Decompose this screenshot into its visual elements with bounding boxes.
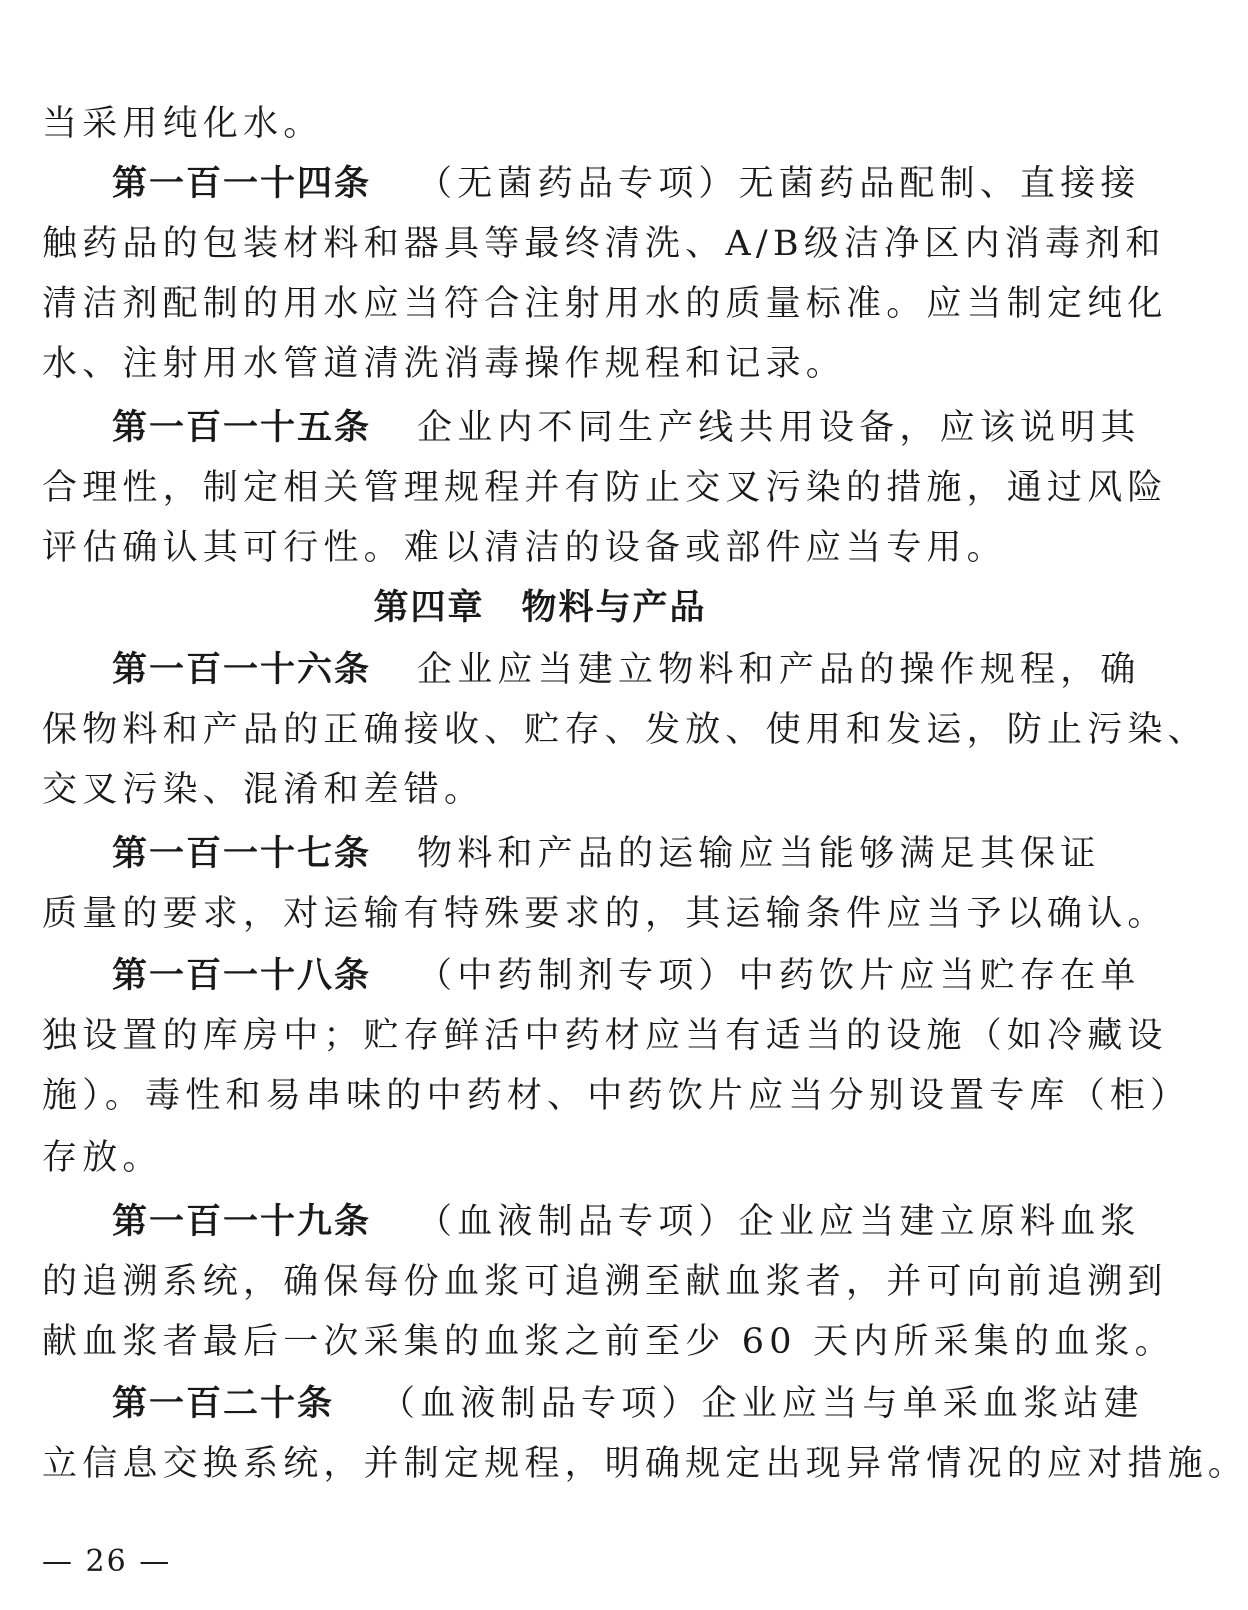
text-line (42, 1132, 1032, 1184)
line-text: 保物料和产品的正确接收、贮存、发放、使用和发运，防止污染、 (42, 710, 1208, 750)
line-text: 触药品的包装材料和器具等最终清洗、A/B级洁净区内消毒剂和 (42, 224, 1166, 264)
line-text: 独设置的库房中；贮存鲜活中药材应当有适当的设施（如冷藏设 (42, 1016, 1168, 1056)
line-text: 的追溯系统，确保每份血浆可追溯至献血浆者，并可向前追溯到 (42, 1262, 1168, 1302)
article-number: 第一百一十八条 (112, 956, 372, 996)
text-line (42, 522, 1032, 574)
line-text: 物料和产品的运输应当能够满足其保证 (417, 834, 1101, 874)
text-line (42, 704, 1208, 756)
article-number: 第一百一十四条 (112, 164, 372, 204)
article-115-heading-line (112, 402, 1141, 454)
article-114-heading-line (112, 158, 1141, 210)
text-line (42, 1316, 1175, 1368)
line-text: 清洁剂配制的用水应当符合注射用水的质量标准。应当制定纯化 (42, 284, 1168, 324)
page-number: — 26 — (42, 1544, 172, 1579)
text-line (42, 278, 1168, 330)
text-line (42, 1256, 1168, 1308)
line-text: 评估确认其可行性。难以清洁的设备或部件应当专用。 (42, 528, 1007, 568)
line-text: 献血浆者最后一次采集的血浆之前至少 60 天内所采集的血浆。 (42, 1322, 1175, 1362)
text-line (42, 338, 1032, 390)
text-line (42, 1010, 1168, 1062)
line-text: （血液制品专项）企业应当与单采血浆站建 (380, 1384, 1144, 1424)
text-line (42, 218, 1166, 270)
article-117-heading-line (112, 828, 1101, 880)
line-text: 当采用纯化水。 (42, 104, 324, 144)
line-text: 水、注射用水管道清洗消毒操作规程和记录。 (42, 344, 847, 384)
line-text: 企业内不同生产线共用设备，应该说明其 (417, 408, 1141, 448)
line-text: 企业应当建立物料和产品的操作规程，确 (417, 650, 1141, 690)
line-text: 合理性，制定相关管理规程并有防止交叉污染的措施，通过风险 (42, 468, 1168, 508)
article-120-heading-line (112, 1378, 1144, 1430)
text-line (42, 888, 1168, 940)
article-119-heading-line (112, 1196, 1141, 1248)
article-number: 第一百一十六条 (112, 650, 372, 690)
line-text: 交叉污染、混淆和差错。 (42, 770, 485, 810)
line-text: 立信息交换系统，并制定规程，明确规定出现异常情况的应对措施。 (42, 1444, 1248, 1484)
line-text: （血液制品专项）企业应当建立原料血浆 (417, 1202, 1141, 1242)
line-text: （无菌药品专项）无菌药品配制、直接接 (417, 164, 1141, 204)
article-118-heading-line (112, 950, 1141, 1002)
article-number: 第一百一十九条 (112, 1202, 372, 1242)
line-text: 施）。毒性和易串味的中药材、中药饮片应当分别设置专库（柜） (42, 1076, 1191, 1116)
chapter-title: 第四章 物料与产品 (373, 588, 707, 628)
line-text: （中药制剂专项）中药饮片应当贮存在单 (417, 956, 1141, 996)
line-text: 质量的要求，对运输有特殊要求的，其运输条件应当予以确认。 (42, 894, 1168, 934)
article-number: 第一百一十五条 (112, 408, 372, 448)
text-line (42, 98, 1032, 150)
text-line (42, 1438, 1248, 1490)
text-line (42, 1070, 1191, 1122)
text-line (42, 462, 1168, 514)
text-line (42, 764, 1032, 816)
article-number: 第一百二十条 (112, 1384, 335, 1424)
article-number: 第一百一十七条 (112, 834, 372, 874)
article-116-heading-line (112, 644, 1141, 696)
line-text: 存放。 (42, 1138, 163, 1178)
